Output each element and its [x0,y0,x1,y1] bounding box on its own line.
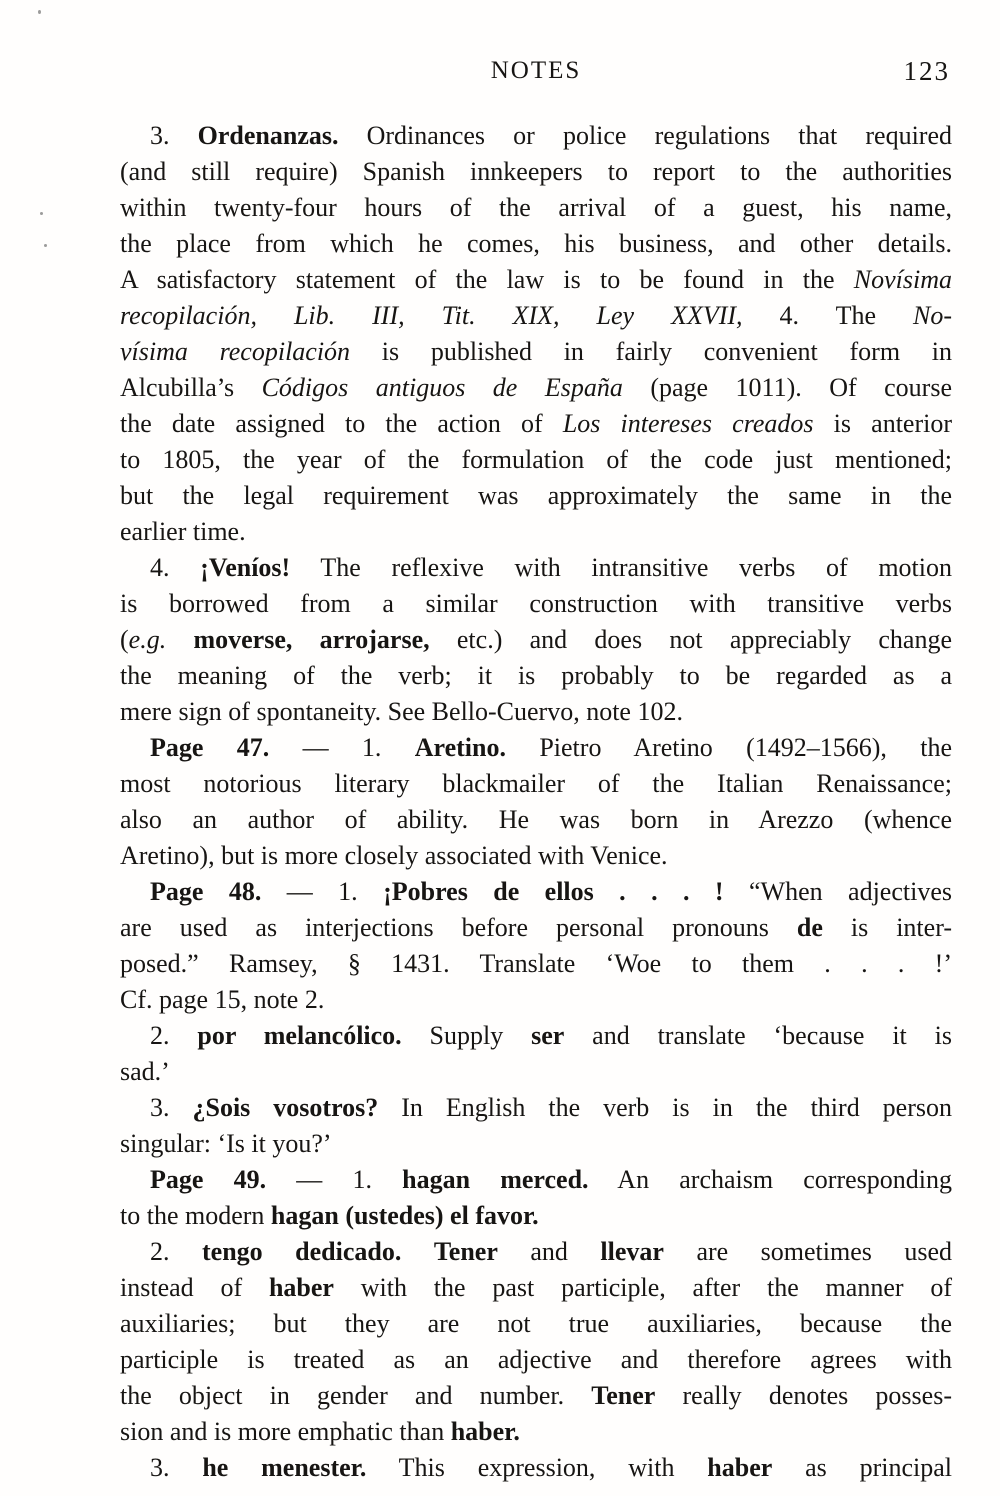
bold-text: haber [707,1453,773,1482]
text-line [120,550,952,586]
text-segment: are sometimes used [663,1237,953,1266]
text-segment: 2. [150,1237,202,1266]
text-segment: Aretino), but is more closely associated with Venice. [120,841,668,870]
bold-text: Page 48. [150,877,262,906]
text-segment: Supply [401,1021,532,1050]
text-line [120,1054,952,1090]
text-line [120,1018,952,1054]
text-line [120,442,952,478]
text-line [120,370,952,406]
text-segment: participle is treated as an adjective and therefore agrees with [120,1345,952,1374]
text-line [120,406,952,442]
text-line [120,190,952,226]
text-segment: also an author of ability. He was born in Arezzo (whence [120,805,952,834]
bold-text: Tener [591,1381,656,1410]
text-segment: to the modern [120,1201,271,1230]
page-content [120,56,952,1486]
text-line [120,1234,952,1270]
bold-text: ¿Sois vosotros? [192,1093,379,1122]
text-segment: — 1. [269,733,415,762]
text-segment: to 1805, the year of the formulation of the code just mentioned; [120,445,952,474]
text-line [120,226,952,262]
text-segment: 3. [150,121,198,150]
italic-text: Los intereses creados [562,409,814,438]
text-line [120,838,952,874]
text-segment: is inter- [822,913,952,942]
italic-text: No- [913,301,952,330]
text-line [120,1378,952,1414]
text-segment: as principal [772,1453,953,1482]
paragraph [120,1018,952,1090]
bold-text: Page 47. [150,733,270,762]
text-segment: The reflexive with intransitive verbs of motion [290,553,952,582]
text-segment: This expression, with [366,1453,708,1482]
text-line [120,514,952,550]
text-line [120,1126,952,1162]
text-line [120,766,952,802]
text-segment: 3. [150,1093,193,1122]
text-segment: with the past participle, after the manner of [333,1273,952,1302]
text-line [120,118,952,154]
bold-text: ser [531,1021,565,1050]
text-line [120,1450,952,1486]
text-segment: etc.) and does not appreciably change [429,625,952,654]
text-segment: Alcubilla’s [120,373,262,402]
paragraph [120,874,952,1018]
text-line [120,694,952,730]
text-line [120,1342,952,1378]
text-line [120,1414,952,1450]
text-line [120,910,952,946]
bold-text: ¡Veníos! [200,553,291,582]
bold-text: Page 49. [150,1165,267,1194]
text-segment: is borrowed from a similar construction with transitive verbs [120,589,952,618]
bold-text: moverse, arrojarse, [193,625,430,654]
text-segment: is published in fairly convenient form in [350,337,952,366]
text-line [120,154,952,190]
text-segment: (and still require) Spanish innkeepers to report to the authorities [120,157,952,186]
text-segment: really denotes posses- [655,1381,952,1410]
text-segment: 3. [150,1453,203,1482]
text-line [120,334,952,370]
bold-text: he menester. [202,1453,367,1482]
text-line [120,730,952,766]
paragraph [120,550,952,730]
text-segment: singular: ‘Is it you?’ [120,1129,332,1158]
text-segment: are used as interjections before personal pronouns [120,913,797,942]
bold-text: tengo dedicado. [202,1237,402,1266]
text-segment: — 1. [261,877,384,906]
text-line [120,946,952,982]
text-segment: 4. The [742,301,913,330]
paragraph [120,1162,952,1234]
bold-text: Ordenanzas. [197,121,339,150]
text-segment [166,625,193,654]
text-segment: 4. [150,553,201,582]
italic-text: Códigos antiguos de España [261,373,623,402]
text-segment: sion and is more emphatic than [120,1417,451,1446]
text-line [120,1270,952,1306]
italic-text: recopilación, Lib. III, Tit. XIX, Ley XXVII, [120,301,743,330]
bold-text: Aretino. [414,733,506,762]
text-segment: posed.” Ramsey, § 1431. Translate ‘Woe to them . . . !’ [120,949,952,978]
text-segment: Cf. page 15, note 2. [120,985,325,1014]
italic-text: vísima recopilación [120,337,351,366]
text-line [120,622,952,658]
text-line [120,478,952,514]
text-segment: but the legal requirement was approximately the same in the [120,481,952,510]
paragraph [120,1234,952,1450]
text-segment: — 1. [266,1165,403,1194]
italic-text: Novísima [853,265,952,294]
bold-text: de [796,913,823,942]
notes-body [120,118,952,1486]
text-line [120,802,952,838]
text-line [120,982,952,1018]
text-segment: 2. [150,1021,198,1050]
text-line [120,586,952,622]
bold-text: haber [268,1273,334,1302]
text-segment: auxiliaries; but they are not true auxiliaries, because the [120,1309,952,1338]
text-segment: An archaism corresponding [588,1165,952,1194]
text-segment: the place from which he comes, his business, and other details. [120,229,952,258]
bold-text: llevar [600,1237,664,1266]
text-segment: sad.’ [120,1057,170,1086]
bold-text: ¡Pobres de ellos . . . ! [383,877,724,906]
scan-speck [40,212,43,215]
bold-text: hagan merced. [402,1165,589,1194]
text-line [120,1090,952,1126]
text-segment: the date assigned to the action of [120,409,563,438]
page-header [120,56,952,90]
text-segment: ( [120,625,129,654]
text-segment: the meaning of the verb; it is probably to be regarded as a [120,661,952,690]
text-segment: and translate ‘because it is [564,1021,952,1050]
paragraph [120,1090,952,1162]
text-segment: and [497,1237,601,1266]
text-segment: the object in gender and number. [120,1381,592,1410]
text-segment: “When adjectives [723,877,952,906]
bold-text: por melancólico. [197,1021,402,1050]
text-segment: most notorious literary blackmailer of the Italian Renaissance; [120,769,952,798]
scan-speck [38,10,41,14]
bold-text: Tener [433,1237,498,1266]
text-line [120,1162,952,1198]
bold-text: haber. [450,1417,520,1446]
text-segment: mere sign of spontaneity. See Bello-Cuervo, note 102. [120,697,683,726]
text-segment: is anterior [813,409,952,438]
text-segment: earlier time. [120,517,246,546]
paragraph [120,118,952,550]
page-number: 123 [903,56,950,86]
text-line [120,658,952,694]
paragraph [120,730,952,874]
text-line [120,262,952,298]
italic-text: e.g. [128,625,167,654]
text-segment: (page 1011). Of course [622,373,952,402]
text-line [120,874,952,910]
text-segment: A satisfactory statement of the law is to be found in the [120,265,854,294]
paragraph [120,1450,952,1486]
text-segment: within twenty-four hours of the arrival of a guest, his name, [120,193,952,222]
text-segment: instead of [120,1273,269,1302]
text-segment: Ordinances or police regulations that required [338,121,953,150]
text-line [120,1306,952,1342]
text-line [120,298,952,334]
bold-text: hagan (ustedes) el favor. [270,1201,539,1230]
text-segment: Pietro Aretino (1492–1566), the [506,733,953,762]
text-segment: In English the verb is in the third person [378,1093,952,1122]
text-segment [401,1237,434,1266]
text-line [120,1198,952,1234]
scan-speck [44,244,47,247]
running-title: NOTES [490,57,582,84]
